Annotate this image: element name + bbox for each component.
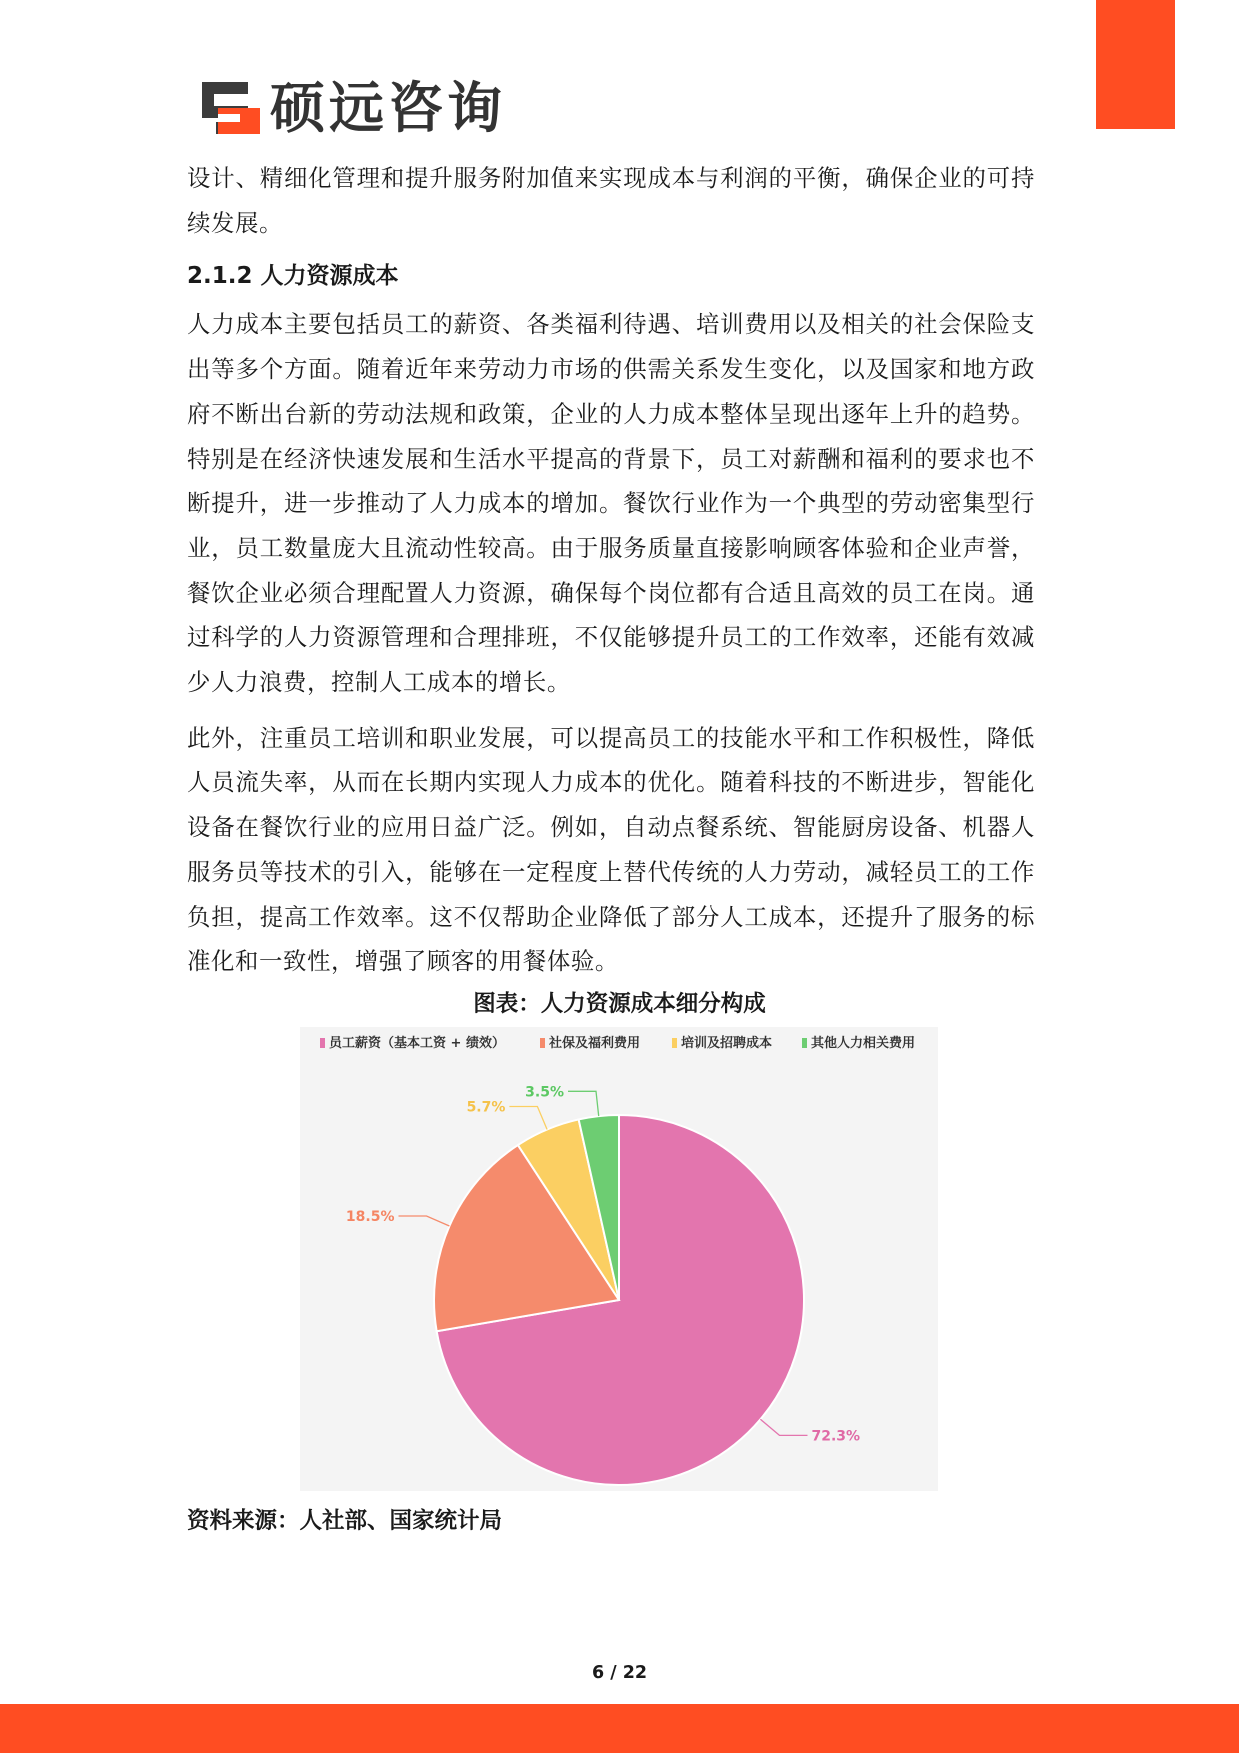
pie-data-label: 72.3% [811,1428,861,1445]
pie-slices [434,1115,804,1485]
legend-swatch [672,1038,677,1048]
footer-accent-bar [0,1704,1239,1753]
logo-mark-icon [202,82,260,134]
label-leader-line [509,1107,547,1130]
section-heading: 2.1.2 人力资源成本 [187,263,399,290]
pie-data-label: 5.7% [466,1099,506,1116]
legend-swatch [540,1038,545,1048]
legend-swatch [802,1038,807,1048]
paragraph-labor-cost: 人力成本主要包括员工的薪资、各类福利待遇、培训费用以及相关的社会保险支出等多个方面。随着近年来劳动力市场的供需关系发生变化，以及国家和地方政府不断出台新的劳动法规和政策，企业的人力成本整体呈现出逐年上升的趋势。特别是在经济快速发展和生活水平提高的背景下，员工对薪酬和福利的要求也不断提升，进一步推动了人力成本的增加。餐饮行业作为一个典型的劳动密集型行业，员工数量庞大且流动性较高。由于服务质量直接影响顾客体验和企业声誉，餐饮企业必须合理配置人力资源，确保每个岗位都有合适且高效的员工在岗。通过科学的人力资源管理和合理排班，不仅能够提升员工的工作效率，还能有效减少人力浪费，控制人工成本的增长。 [187,310,1035,697]
pie-data-label: 18.5% [345,1209,395,1225]
header-accent-tab [1096,0,1175,129]
paragraph-continuation: 设计、精细化管理和提升服务附加值来实现成本与利润的平衡，确保企业的可持续发展。 [187,164,1035,237]
chart-legend [320,1035,915,1051]
pie-chart-panel [300,1027,938,1491]
logo-wordmark: 硕远咨询 [270,76,507,140]
label-leader-line [760,1419,807,1435]
label-leader-line [399,1216,450,1226]
document-body [187,156,1035,995]
legend-item: 其他人力相关费用 [811,1036,916,1051]
source-note: 资料来源：人社部、国家统计局 [187,1508,503,1534]
pie-data-label: 3.5% [525,1084,564,1101]
legend-item: 员工薪资（基本工资 + 绩效） [329,1036,505,1051]
label-leader-line [568,1091,599,1116]
pie-chart [300,1027,938,1491]
brand-logo [202,76,507,140]
legend-item: 社保及福利费用 [549,1036,641,1051]
paragraph-training-tech: 此外，注重员工培训和职业发展，可以提高员工的技能水平和工作积极性，降低人员流失率，从而在长期内实现人力成本的优化。随着科技的不断进步，智能化设备在餐饮行业的应用日益广泛。例如，自动点餐系统、智能厨房设备、机器人服务员等技术的引入，能够在一定程度上替代传统的人力劳动，减轻员工的工作负担，提高工作效率。这不仅帮助企业降低了部分人工成本，还提升了服务的标准化和一致性，增强了顾客的用餐体验。 [187,723,1035,976]
legend-swatch [320,1038,325,1048]
page-number: 6 / 22 [591,1663,648,1683]
chart-title: 图表：人力资源成本细分构成 [473,991,766,1017]
legend-item: 培训及招聘成本 [681,1036,773,1051]
